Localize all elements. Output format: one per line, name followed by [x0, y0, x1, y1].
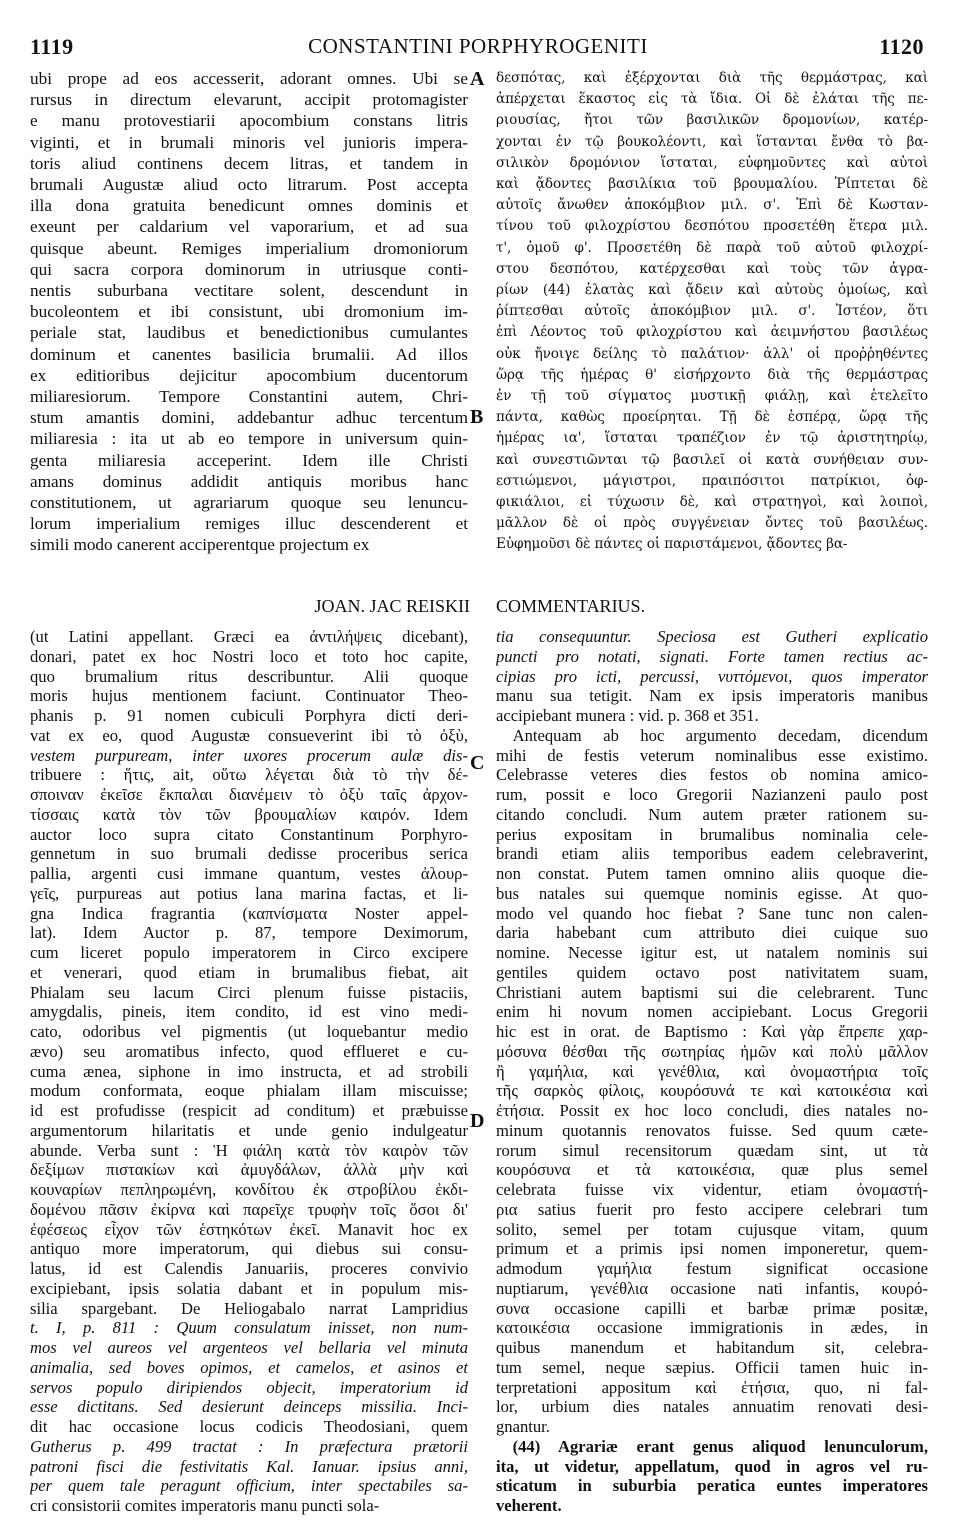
commentary-line: primum et a primis ipsi nomen imponeretur, quem- — [496, 1239, 928, 1259]
latin-text-line: illa dona gratuita benedicunt omnes dominis et — [30, 196, 468, 216]
latin-text-line: brumali Augustæ aliud octo litrarum. Post accepta — [30, 175, 468, 195]
commentary-line: ævo) seu aromatibus infecto, quod efflueret e cu- — [30, 1041, 468, 1061]
latin-text-line: dominum et canentes basilicia brumalii. Ad illos — [30, 344, 468, 364]
greek-text-line: ριουσίας, ἤτοι τῶν βασιλικῶν δρομονίων, κατέρ- — [496, 112, 928, 129]
greek-text-line: οὐκ ἤνοιγε δείλης τὸ παλάτιον· ἀλλ' οἱ προῤῥηθέντες — [496, 345, 928, 362]
commentary-line: Gutherus p. 499 tractat : In præfectura prætorii — [30, 1436, 468, 1456]
commentary-line: auctor loco supra citato Constantinum Porphyro- — [30, 824, 468, 844]
commentary-line: servos populo diripiendos objecit, imperatorium id — [30, 1377, 468, 1397]
page-number-left: 1119 — [30, 34, 74, 59]
commentary-line: σποιναν ἐκεῖσε ἔκπαλαι διανέμειν τὸ ὀξὺ ταῖς ἀρχον- — [30, 785, 468, 804]
commentary-line: celebrata fuisse vix videntur, etiam ὀνομαστή- — [496, 1180, 928, 1199]
commentary-author: JOAN. JAC REISKII — [314, 596, 470, 616]
commentary-line: Celebrasse veteres dies festos ob nomina amico- — [496, 765, 928, 785]
commentary-line: quibus manendum et habitandum sit, celebra- — [496, 1338, 928, 1357]
greek-text-line: φικιάλιοι, εἰ τύχωσιν δὲ, καὶ στρατηγοὶ, καὶ λοιποὶ, — [496, 494, 928, 511]
commentary-line: pallia, argenti cusi immane quantum, vestes ἀλουρ- — [30, 864, 468, 883]
greek-text-line: καὶ ᾄδοντες βασιλίκια τοῦ βρουμαλίου. Ῥίπτεται δὲ — [496, 176, 928, 193]
commentary-line: terpretationi appositum καὶ ἐτήσια, quo, ni fal- — [496, 1377, 928, 1397]
latin-text-line: amans dominus addidit antiquis moribus hanc — [30, 471, 468, 491]
commentary-line: solito, semel per totam cujusque vitam, quum — [496, 1219, 928, 1239]
latin-text-line: ubi prope ad eos accesserit, adorant omnes. Ubi se — [30, 69, 468, 88]
commentary-line: τίσσαις κατὰ τὸν τῶν βρουμαλίων καιρόν. Idem — [30, 804, 468, 824]
commentary-title: COMMENTARIUS. — [496, 596, 646, 616]
commentary-line: Phialam seu lacum Circi plenum fuisse pistaciis, — [30, 982, 468, 1002]
commentary-line: γεῖς, purpureas aut potius lana marina factas, et li- — [30, 883, 468, 903]
greek-text-line: Εὐφημοῦσι δὲ πάντες οἱ παριστάμενοι, ᾄδοντες βα- — [496, 536, 848, 553]
margin-letter-a: A — [470, 68, 485, 90]
margin-letter-c: C — [470, 752, 485, 774]
commentary-line: phanis p. 91 nomen cubiculi Porphyra dicti deri- — [30, 706, 468, 725]
commentary-line: abunde. Verba sunt : Ἡ φιάλη κατὰ τὸν καιρὸν τῶν — [30, 1140, 468, 1160]
commentary-line: mihi de festis veterum nominalibus esse existimo. — [496, 745, 928, 765]
latin-text-line: quisque abeunt. Remiges imperialium dromoniorum — [30, 238, 468, 258]
commentary-line: tia consequuntur. Speciosa est Gutheri explicatio — [496, 627, 928, 646]
commentary-line: quo brumalium ritus describuntur. Alii quoque — [30, 666, 468, 686]
latin-text-line: e manu protovestiarii apocombium constans litris — [30, 111, 468, 131]
greek-text-line: ἀπέρχεται ἕκαστος εἰς τὰ ἴδια. Οἱ δὲ ἐλάται τῆς πε- — [496, 91, 928, 108]
commentary-line: κουναρίων πεπληρωμένη, κονδίτου ἐκ στροβίλου ἐκδι- — [30, 1180, 468, 1199]
commentary-line: antiquo more imperatorum, qui diebus sui consu- — [30, 1239, 468, 1259]
latin-text-line: periale stat, laudibus et benedictionibus cumulantes — [30, 323, 468, 343]
latin-text-line: miliaresiorum. Tempore Constantini autem, Chri- — [30, 387, 468, 407]
commentary-line: cuma ænea, siphone in imo instructa, et ad strobili — [30, 1061, 468, 1081]
latin-text-line: ex editioribus dejicitur apocombium ducentorum — [30, 365, 468, 385]
commentary-line: dit hac occasione locus codicis Theodosiani, quem — [30, 1417, 468, 1436]
commentary-line: hic est in orat. de Baptismo : Καὶ γὰρ ἔπρεπε χαρ- — [496, 1022, 928, 1041]
latin-text-line: viginti, et in brumali minoris vel junioris impera- — [30, 132, 468, 152]
margin-letter-d: D — [470, 1110, 485, 1132]
commentary-line: brandi etiam aliis temporibus eadem celebraverint, — [496, 844, 928, 864]
commentary-line: gna Indica fragrantia (καπνίσματα Noster appel- — [30, 903, 468, 923]
commentary-line: gnantur. — [496, 1417, 550, 1436]
commentary-line: donari, patet ex hoc Nostri loco et toto hoc capite, — [30, 646, 468, 666]
commentary-line: id est profudisse (respicit ad conditum) et præbuisse — [30, 1101, 468, 1120]
latin-text-line: stum amantis domini, addebantur adhuc tercentum — [30, 408, 468, 428]
greek-text-line: ἡμέρας ια', ἵσταται τραπέζιον ἐν τῷ ἀριστητηρίῳ, — [496, 430, 928, 447]
greek-text-line: ἐν τῇ τοῦ σίγματος μυστικῇ φιάλῃ, καὶ ἐτελεῖτο — [496, 388, 928, 405]
commentary-line: enim hi novum nomen accipiebant. Locus Gregorii — [496, 1002, 928, 1022]
commentary-line: veherent. — [496, 1496, 562, 1515]
commentary-line: δομένου πᾶσιν ἐκίρνα καὶ παρεῖχε τρυφὴν τοῖς ὅσοι δι' — [30, 1199, 468, 1219]
commentary-line: minum quotannis renovatos fuisse. Sed quum cæte- — [496, 1120, 928, 1140]
running-title: CONSTANTINI PORPHYROGENITI — [308, 34, 648, 58]
commentary-line: ρια satius fuerit pro festo accipere celebrari tum — [496, 1199, 928, 1219]
commentary-line: Antequam ab hoc argumento decedam, dicendum — [496, 725, 928, 745]
latin-text-line: qui sacra corpora dominorum in utriusque conti- — [30, 259, 468, 279]
commentary-line: bus natales sui quemque nominis egisse. At quo- — [496, 883, 928, 903]
commentary-line: patroni fisci die festivitatis Kal. Ianuar. ipsius anni, — [30, 1456, 468, 1476]
commentary-line: amygdalis, pineis, item condito, id est vino medi- — [30, 1002, 468, 1022]
commentary-line: argumentorum hilaritatis et unde genio indulgeatur — [30, 1120, 468, 1140]
margin-letter-b: B — [470, 406, 484, 428]
commentary-line: nuptiarum, γενέθλια occasione nati infantis, κουρό- — [496, 1278, 928, 1298]
commentary-line: vestem purpuream, inter uxores procerum aulæ dis- — [30, 745, 468, 765]
commentary-line: et venerari, quod etiam in brumalibus fiebat, ait — [30, 962, 468, 982]
commentary-line: rorum simul recensitorum quædam sint, ut τὰ — [496, 1140, 928, 1160]
latin-text-line: toris aliud continens decem litras, et tandem in — [30, 153, 468, 173]
commentary-line: daria habebant cum attributo diei cuique suo — [496, 923, 928, 943]
commentary-line: vat ex eo, quod Augustæ consueverint ibi τὸ ὀξὺ, — [30, 725, 468, 745]
commentary-line: excipiebant, ipsis solatia dabant et in populum mis- — [30, 1278, 468, 1298]
commentary-line: cum liceret populo imperatorem in Circo excipere — [30, 943, 468, 962]
commentary-line: non constat. Putem tamen omnino aliis quoque die- — [496, 864, 928, 883]
commentary-line: tum semel, neque sæpius. Officii tamen huic in- — [496, 1357, 928, 1377]
commentary-line: μόσυνα θέσθαι τῆς σωτηρίας ἡμῶν καὶ πολὺ μᾶλλον — [496, 1041, 928, 1061]
commentary-line: mos vel aureos vel argenteos vel bellaria vel minuta — [30, 1338, 468, 1357]
commentary-line: citando concludi. Num autem præter rationem su- — [496, 804, 928, 824]
greek-text-line: στου δεσπότου, κατέρχεσθαι καὶ τοὺς τῶν ἀγρα- — [496, 260, 928, 277]
greek-text-line: ὥρᾳ τῆς ἡμέρας θ' εἰσήρχοντο διὰ τῆς θερμάστρας — [496, 366, 928, 383]
page-number-right: 1120 — [879, 34, 924, 59]
commentary-line: latus, id est Calendis Januariis, proceres convivio — [30, 1259, 468, 1278]
commentary-line: cipias pro icti, percussi, νυττόμενοι, quos imperator — [496, 666, 928, 686]
latin-text-line: lorum imperialium remiges illuc descenderent et — [30, 514, 468, 534]
greek-text-line: καὶ συνεστιῶνται τῷ βασιλεῖ οἱ κατὰ συνήθειαν συν- — [496, 451, 928, 468]
greek-text-line: τ', ὁμοῦ φ'. Προσετέθη δὲ παρὰ τοῦ αὐτοῦ φιλοχρί- — [496, 239, 928, 256]
commentary-line: τῆς σαρκὸς φίλοις, κουρόσυνά τε καὶ κατοικέσια καὶ — [496, 1081, 928, 1101]
greek-text-line: αὐτοῖς ἄνωθεν ἀποκόμβιον μιλ. σ'. Ἐπὶ δὲ Κωσταν- — [496, 197, 928, 214]
commentary-line: tribuere : ἥτις, ait, οὕτω λέγεται διὰ τὸ τὴν δέ- — [30, 765, 468, 785]
latin-text-line: exeunt per caldarium vel vaporarium, et ad sua — [30, 217, 468, 237]
commentary-line: modo vel quando hoc fiebat ? Sane tunc non calen- — [496, 903, 928, 923]
greek-text-line: ἐπὶ Λέοντος τοῦ φιλοχρίστου καὶ ἀειμνήστου βασιλέως — [496, 324, 928, 341]
commentary-line: ἐφέσεως εἶχον τῶν ἑστηκότων ἐκεῖ. Manavit hoc ex — [30, 1219, 468, 1239]
commentary-line: συνα occasione capilli et barbæ primæ positæ, — [496, 1298, 928, 1318]
commentary-line: nomine. Necesse igitur est, ut natalem nominis sui — [496, 943, 928, 962]
commentary-line: (44) Agrariæ erant genus aliquod lenunculorum, — [496, 1436, 928, 1456]
greek-text-line: μᾶλλον δὲ οἱ πρὸς συγγένειαν ὄντες τοῦ βασιλέως. — [496, 515, 928, 532]
commentary-line: perius expositam in brumalibus nominalia cele- — [496, 824, 928, 844]
commentary-line: moris hujus mentionem faciunt. Continuator Theo- — [30, 686, 468, 706]
commentary-line: ἢ γαμήλια, καὶ γενέθλια, καὶ ὀνομαστήρια τοῖς — [496, 1061, 928, 1081]
greek-text-line: δεσπότας, καὶ ἐξέρχονται διὰ τῆς θερμάστρας, καὶ — [496, 70, 928, 86]
commentary-line: manu sua tetigit. Nam ex ipsis imperatoris manibus — [496, 686, 928, 706]
commentary-line: gennetum in suo brumali dedisse proceribus serica — [30, 844, 468, 864]
commentary-line: esse dictitans. Sed desierunt deinceps missilia. Inci- — [30, 1397, 468, 1417]
commentary-line: modum conformata, eoque phialam illam miscuisse; — [30, 1081, 468, 1101]
commentary-line: cato, odoribus vel pigmentis (ut loquebantur medio — [30, 1022, 468, 1041]
commentary-line: cri consistorii comites imperatoris manu puncti sola- — [30, 1496, 380, 1515]
latin-text-line: rursus in directum elevarunt, accipit protomagister — [30, 90, 468, 110]
latin-translation-column — [30, 68, 468, 556]
latin-text-line: miliaresia : ita ut ab eo tempore in universum quin- — [30, 429, 468, 449]
greek-text-column — [496, 68, 928, 556]
commentary-line: per quem tale peragunt officium, inter spectabiles sa- — [30, 1476, 468, 1496]
latin-text-line: constitutionem, ut agrariarum quoque seu lenuncu- — [30, 493, 468, 513]
commentary-line: rum, possit e loco Gregorii Nazianzeni paulo post — [496, 785, 928, 804]
commentary-line: silia spargebant. De Heliogabalo narrat Lampridius — [30, 1298, 468, 1318]
commentary-left-column — [30, 627, 468, 1516]
greek-text-line: χονται ἐν τῷ βουκολέοντι, καὶ ἵστανται ἔνθα τὸ βα- — [496, 133, 928, 150]
commentary-right-column — [496, 627, 928, 1516]
greek-text-line: εστιώμενοι, μάγιστροι, πραιπόσιτοι πατρίκιοι, ὀφ- — [496, 472, 928, 489]
commentary-line: (ut Latini appellant. Græci ea ἀντιλήψεις dicebant), — [30, 627, 468, 646]
commentary-line: δεξίμων πιστακίων καὶ ἀμυγδάλων, ἀλλὰ μὴν καὶ — [30, 1160, 468, 1180]
commentary-line: ita, ut videtur, appellatum, quod in agros vel ru- — [496, 1456, 928, 1476]
page-header — [0, 0, 956, 60]
commentary-line: admodum γαμήλια festum significat occasione — [496, 1259, 928, 1278]
latin-text-line: simili modo canerent acciperentque projectum ex — [30, 535, 370, 555]
commentary-line: animalia, sed boves opimos, et camelos, et asinos et — [30, 1357, 468, 1377]
commentary-line: sticatum in suburbia peratica euntes imperatores — [496, 1476, 928, 1496]
commentary-line: lat). Idem Auctor p. 87, tempore Deximorum, — [30, 923, 468, 943]
latin-text-line: genta miliaresia acceperint. Idem ille Christi — [30, 450, 468, 470]
commentary-line: lor, urbium dies natales annuatim renovati desi- — [496, 1397, 928, 1417]
greek-text-line: τίνου τοῦ φιλοχρίστου δεσπότου προσετέθη ἕτερα μιλ. — [496, 218, 928, 235]
commentary-line: ἐτήσια. Possit ex hoc loco concludi, dies natales no- — [496, 1101, 928, 1120]
commentary-line: puncti pro notati, signati. Forte tamen rectius ac- — [496, 646, 928, 666]
greek-text-line: σιλικὸν δρομόνιον ἵσταται, εὐφημοῦντες καὶ αὐτοὶ — [496, 154, 928, 171]
commentary-line: κατοικέσια occasione immigrationis in ædes, in — [496, 1318, 928, 1338]
commentary-line: accipiebant munera : vid. p. 368 et 351. — [496, 706, 759, 725]
latin-text-line: bucoleontem et ibi consistunt, ubi dromonium im- — [30, 302, 468, 322]
commentary-line: gentiles quidem octavo post nativitatem suam, — [496, 962, 928, 982]
greek-text-line: ρίων (44) ἐλατὰς καὶ ᾄδειν καὶ αὐτοὺς ὁμοίως, καὶ — [496, 282, 928, 299]
latin-text-line: nentis suburbana vectitare solent, descendunt in — [30, 281, 468, 301]
commentary-line: t. I, p. 811 : Quum consulatum inisset, non num- — [30, 1318, 468, 1338]
greek-text-line: πάντα, καθὼς προείρηται. Τῇ δὲ ἑσπέρᾳ, ὥρᾳ τῆς — [496, 409, 928, 426]
greek-text-line: ῥίπτεσθαι αὐτοῖς ἀποκόμβιον μιλ. σ'. Ἰστέον, ὅτι — [496, 303, 928, 320]
commentary-line: κουρόσυνα et τὰ κατοικέσια, quæ plus semel — [496, 1160, 928, 1180]
commentary-line: Christiani autem baptismi sui die celebrarent. Tunc — [496, 982, 928, 1002]
